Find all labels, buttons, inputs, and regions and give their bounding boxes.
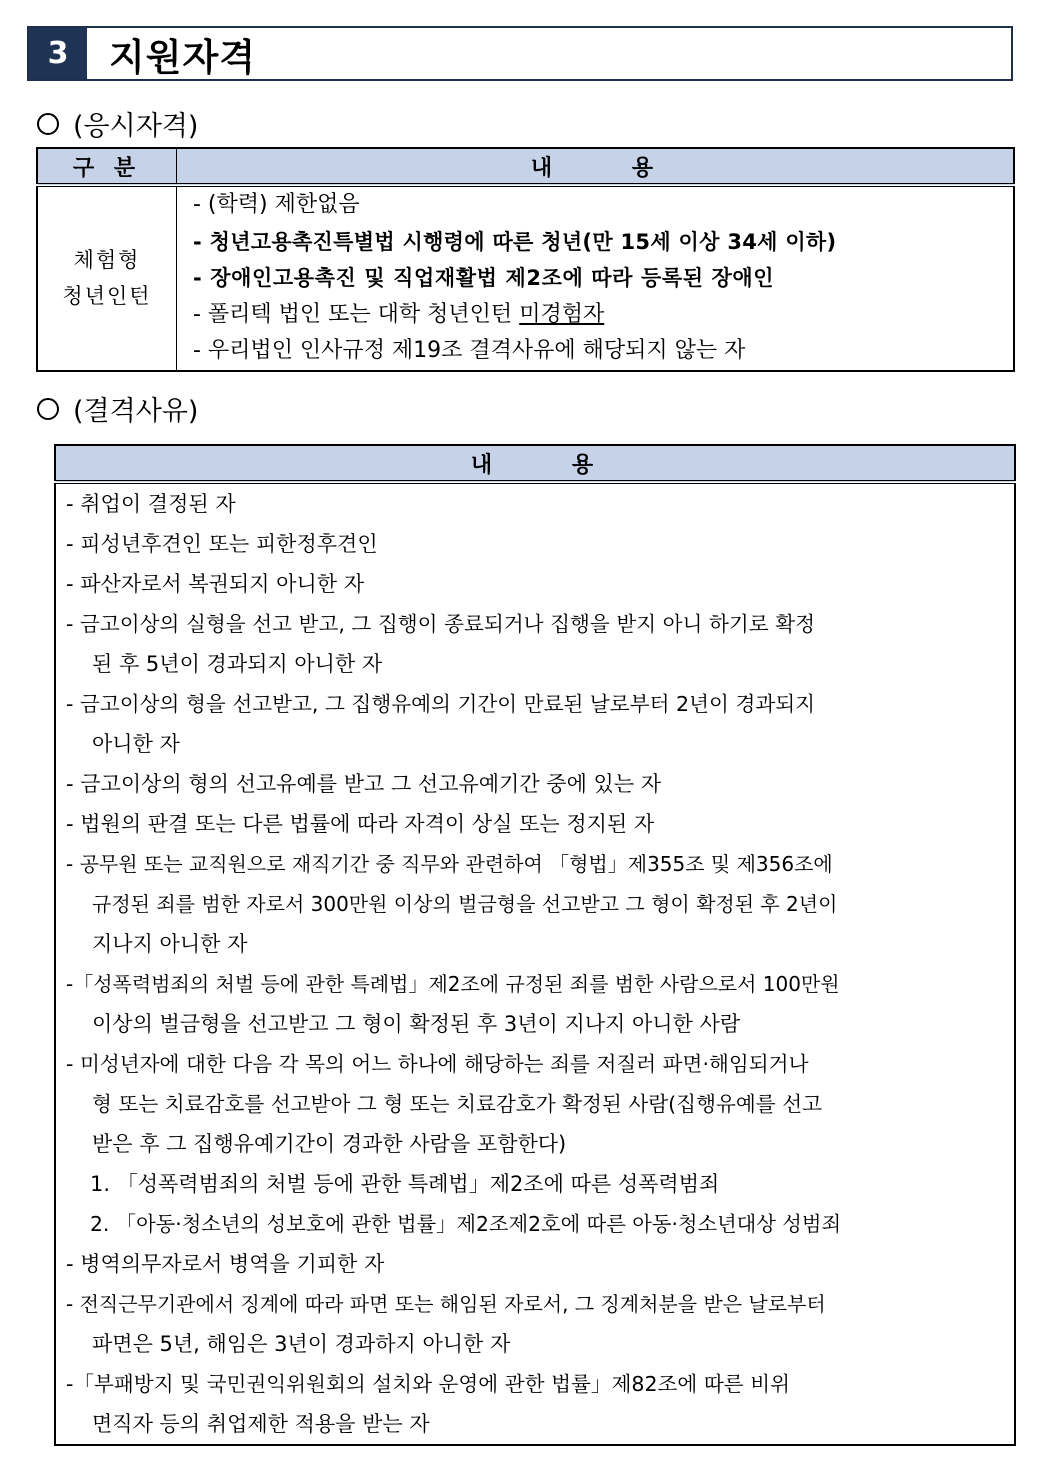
header-content: 내 용: [55, 445, 1015, 482]
circle-bullet-icon: [37, 398, 59, 420]
list-item: - 법원의 판결 또는 다른 법률에 따라 자격이 상실 또는 정지된 자: [66, 812, 655, 836]
section-title: 지원자격: [109, 35, 256, 79]
list-item: 1. 「성폭력범죄의 처벌 등에 관한 특례법」제2조에 따른 성폭력범죄: [90, 1172, 720, 1196]
list-item: - 공무원 또는 교직원으로 재직기간 중 직무와 관련하여 「형법」제355조 및 제356조에: [66, 852, 833, 876]
list-item: - 우리법인 인사규정 제19조 결격사유에 해당되지 않는 자: [193, 338, 746, 363]
section-header: [27, 26, 1013, 81]
list-item: 지나지 아니한 자: [92, 932, 248, 956]
qualification-table: [36, 147, 1015, 372]
header-content: 내 용: [177, 148, 1015, 185]
qualification-heading: (응시자격): [37, 104, 198, 143]
circle-bullet-icon: [37, 113, 59, 135]
list-item: 2. 「아동·청소년의 성보호에 관한 법률」제2조제2호에 따른 아동·청소년대상 성범죄: [90, 1212, 842, 1236]
section-number: 3: [29, 28, 87, 79]
list-item: 규정된 죄를 범한 자로서 300만원 이상의 벌금형을 선고받고 그 형이 확정된 후 2년이: [92, 892, 838, 916]
list-item: - 병역의무자로서 병역을 기피한 자: [66, 1252, 385, 1276]
header-category: 구 분: [37, 148, 177, 185]
list-item: 이상의 벌금형을 선고받고 그 형이 확정된 후 3년이 지나지 아니한 사람: [92, 1012, 741, 1036]
list-item: - 장애인고용촉진 및 직업재활법 제2조에 따라 등록된 장애인: [193, 266, 775, 290]
content-cell: [177, 185, 1015, 371]
list-item: - 취업이 결정된 자: [66, 492, 236, 516]
list-item: - 청년고용촉진특별법 시행령에 따른 청년(만 15세 이상 34세 이하): [193, 229, 837, 254]
list-item: - 금고이상의 형을 선고받고, 그 집행유예의 기간이 만료된 날로부터 2년이 경과되지: [66, 692, 816, 716]
list-item: 받은 후 그 집행유예기간이 경과한 사람을 포함한다): [92, 1132, 567, 1156]
list-item: - 금고이상의 실형을 선고 받고, 그 집행이 종료되거나 집행을 받지 아니 하기로 확정: [66, 612, 816, 636]
list-item: 형 또는 치료감호를 선고받아 그 형 또는 치료감호가 확정된 사람(집행유예를 선고: [92, 1092, 822, 1116]
disqualification-table: [54, 444, 1016, 1446]
list-item: -「부패방지 및 국민권익위원회의 설치와 운영에 관한 법률」제82조에 따른 비위: [66, 1372, 790, 1396]
list-item: - (학력) 제한없음: [193, 192, 360, 217]
list-item: -「성폭력범죄의 처벌 등에 관한 특례법」제2조에 규정된 죄를 범한 사람으로서 100만원: [66, 972, 840, 996]
list-item: - 폴리텍 법인 또는 대학 청년인턴 미경험자: [193, 301, 605, 327]
content-cell: [55, 482, 1015, 1445]
list-item: - 미성년자에 대한 다음 각 목의 어느 하나에 해당하는 죄를 저질러 파면·해임되거나: [66, 1052, 809, 1076]
list-item: 면직자 등의 취업제한 적용을 받는 자: [92, 1412, 430, 1436]
list-item: - 금고이상의 형의 선고유예를 받고 그 선고유예기간 중에 있는 자: [66, 772, 662, 796]
disqualification-heading: (결격사유): [37, 389, 198, 428]
list-item: 된 후 5년이 경과되지 아니한 자: [92, 652, 383, 676]
list-item: 아니한 자: [92, 732, 180, 756]
list-item: - 파산자로서 복권되지 아니한 자: [66, 572, 364, 596]
category-cell: 체험형 청년인턴: [37, 185, 177, 371]
list-item: 파면은 5년, 해임은 3년이 경과하지 아니한 자: [92, 1332, 511, 1356]
list-item: - 피성년후견인 또는 피한정후견인: [66, 532, 378, 556]
list-item: - 전직근무기관에서 징계에 따라 파면 또는 해임된 자로서, 그 징계처분을 받은 날로부터: [66, 1292, 826, 1316]
